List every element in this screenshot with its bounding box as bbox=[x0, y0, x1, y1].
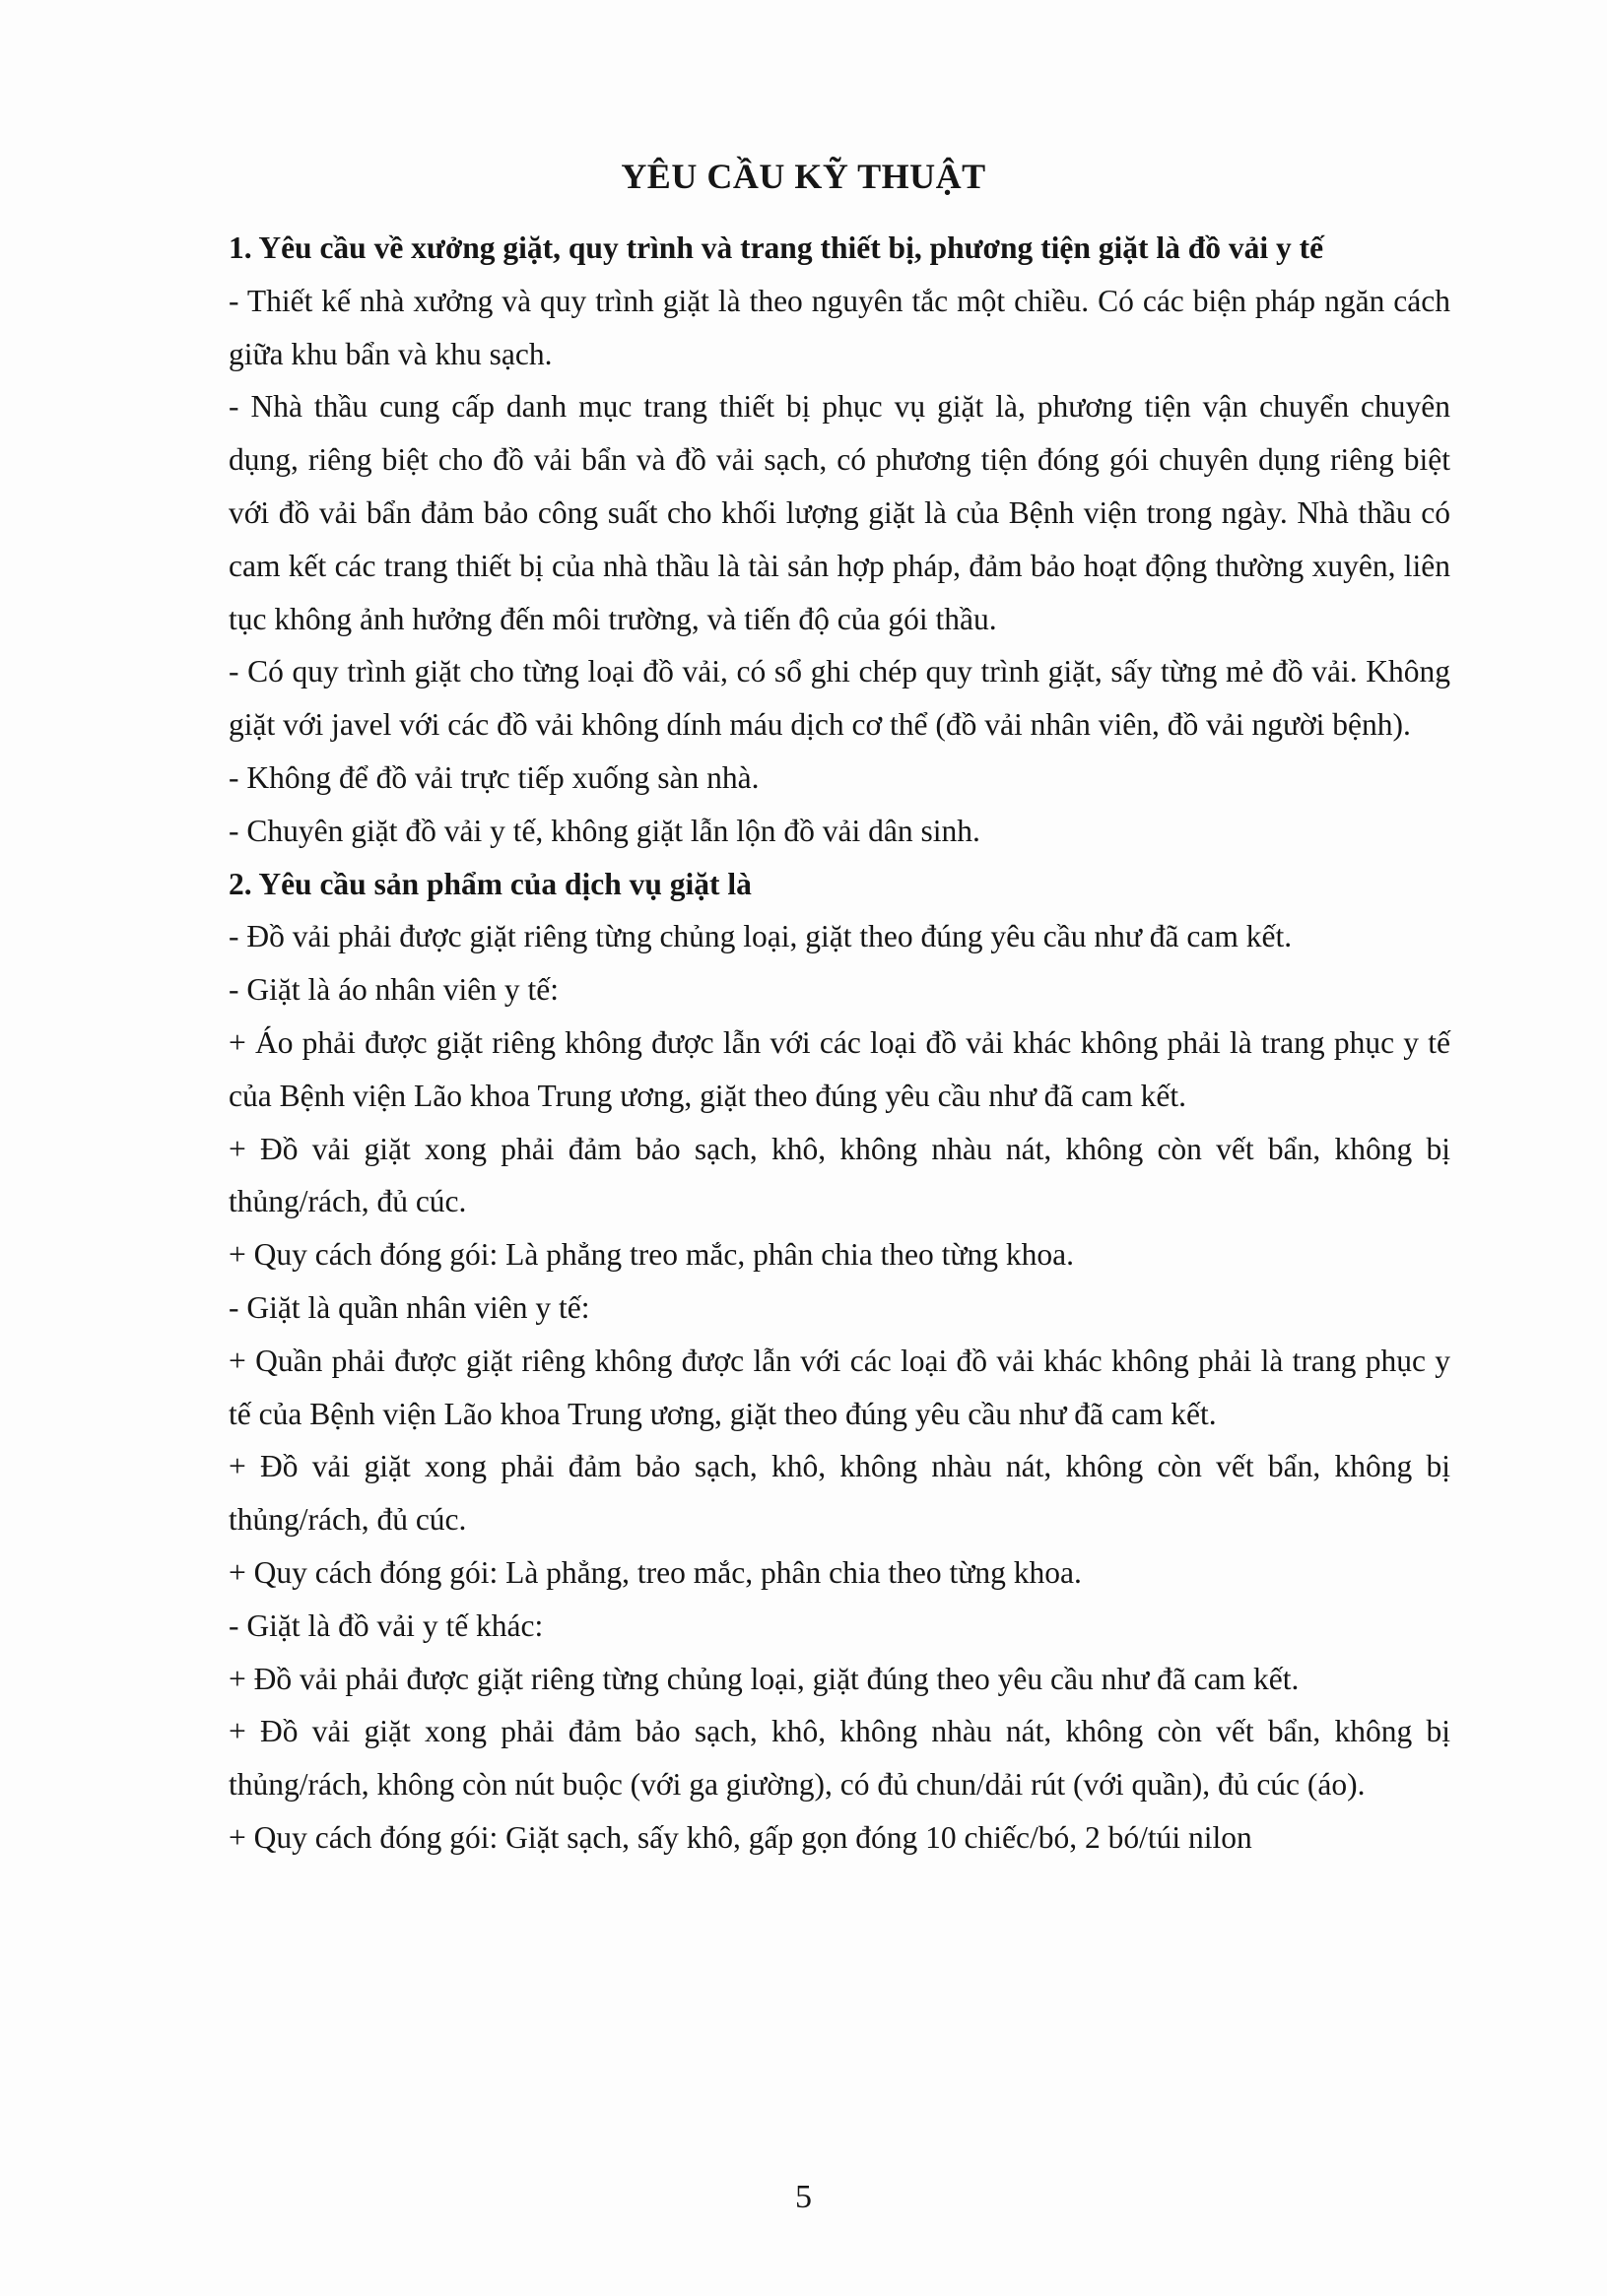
section-heading-1: 1. Yêu cầu về xưởng giặt, quy trình và trang thiết bị, phương tiện giặt là đồ vải y tế bbox=[229, 230, 1324, 265]
section-heading-2: 2. Yêu cầu sản phẩm của dịch vụ giặt là bbox=[229, 866, 752, 901]
paragraph: + Đồ vải giặt xong phải đảm bảo sạch, khô, không nhàu nát, không còn vết bẩn, không bị thủng/rách, đủ cúc. bbox=[229, 1449, 1450, 1538]
paragraph: + Quy cách đóng gói: Giặt sạch, sấy khô, gấp gọn đóng 10 chiếc/bó, 2 bó/túi nilon bbox=[229, 1819, 1252, 1855]
paragraph: - Không để đồ vải trực tiếp xuống sàn nhà. bbox=[229, 759, 760, 795]
paragraph: + Quy cách đóng gói: Là phẳng treo mắc, phân chia theo từng khoa. bbox=[229, 1237, 1074, 1273]
document-title: YÊU CẦU KỸ THUẬT bbox=[621, 157, 986, 196]
paragraph: - Thiết kế nhà xưởng và quy trình giặt là theo nguyên tắc một chiều. Có các biện pháp ngăn cách giữa khu bẩn và khu sạch. bbox=[229, 283, 1450, 371]
paragraph: + Đồ vải giặt xong phải đảm bảo sạch, khô, không nhàu nát, không còn vết bẩn, không bị thủng/rách, đủ cúc. bbox=[229, 1131, 1450, 1219]
paragraph: - Giặt là quần nhân viên y tế: bbox=[229, 1289, 590, 1325]
paragraph: + Quy cách đóng gói: Là phẳng, treo mắc, phân chia theo từng khoa. bbox=[229, 1554, 1082, 1590]
paragraph: - Đồ vải phải được giặt riêng từng chủng loại, giặt theo đúng yêu cầu như đã cam kết. bbox=[229, 919, 1293, 954]
paragraph: + Quần phải được giặt riêng không được lẫn với các loại đồ vải khác không phải là trang phục y tế của Bệnh viện Lão khoa Trung ương, giặt theo đúng yêu cầu như đã cam kết. bbox=[229, 1343, 1450, 1431]
paragraph: + Đồ vải phải được giặt riêng từng chủng loại, giặt đúng theo yêu cầu như đã cam kết. bbox=[229, 1661, 1300, 1696]
paragraph: - Chuyên giặt đồ vải y tế, không giặt lẫn lộn đồ vải dân sinh. bbox=[229, 813, 980, 848]
document-body bbox=[229, 222, 1450, 1865]
paragraph: - Giặt là áo nhân viên y tế: bbox=[229, 972, 560, 1008]
paragraph: + Đồ vải giặt xong phải đảm bảo sạch, khô, không nhàu nát, không còn vết bẩn, không bị thủng/rách, không còn nút buộc (với ga giường), có đủ chun/dải rút (với quần), đủ cúc (áo). bbox=[229, 1714, 1450, 1803]
paragraph: + Áo phải được giặt riêng không được lẫn với các loại đồ vải khác không phải là trang phục y tế của Bệnh viện Lão khoa Trung ương, giặt theo đúng yêu cầu như đã cam kết. bbox=[229, 1024, 1450, 1113]
paragraph: - Có quy trình giặt cho từng loại đồ vải, có sổ ghi chép quy trình giặt, sấy từng mẻ đồ vải. Không giặt với javel với các đồ vải không dính máu dịch cơ thể (đồ vải nhân viên, đồ vải người bệnh). bbox=[229, 654, 1450, 743]
paragraph: - Giặt là đồ vải y tế khác: bbox=[229, 1607, 544, 1643]
paragraph: - Nhà thầu cung cấp danh mục trang thiết bị phục vụ giặt là, phương tiện vận chuyển chuyên dụng, riêng biệt cho đồ vải bẩn và đồ vải sạch, có phương tiện đóng gói chuyên dụng riêng biệt với đồ vải bẩn đảm bảo công suất cho khối lượng giặt là của Bệnh viện trong ngày. Nhà thầu có cam kết các trang thiết bị của nhà thầu là tài sản hợp pháp, đảm bảo hoạt động thường xuyên, liên tục không ảnh hưởng đến môi trường, và tiến độ của gói thầu. bbox=[229, 389, 1450, 636]
page-number: 5 bbox=[795, 2179, 812, 2215]
